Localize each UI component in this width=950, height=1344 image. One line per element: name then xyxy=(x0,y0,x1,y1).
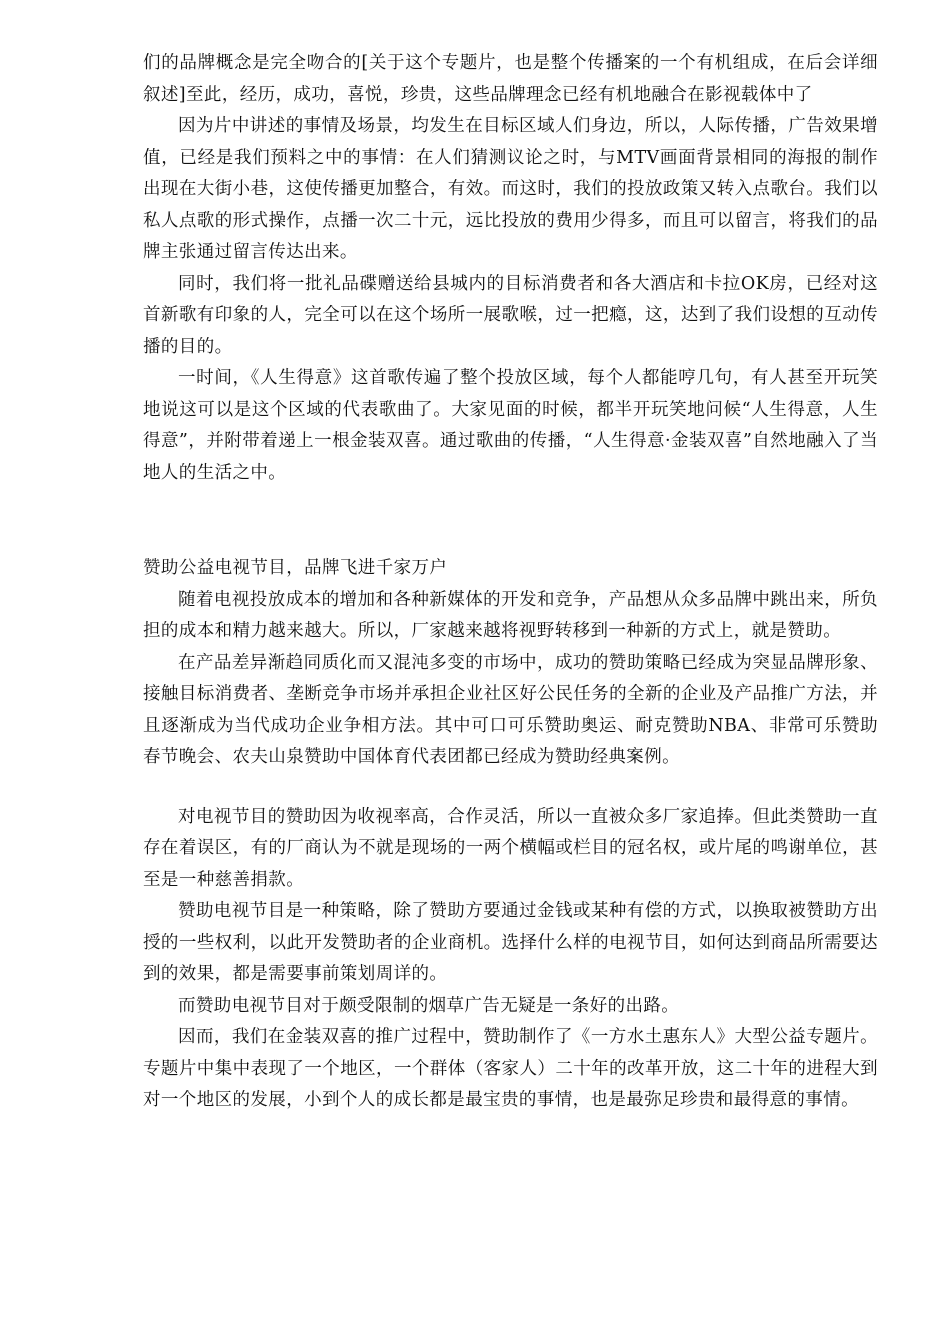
section-spacer xyxy=(143,489,878,553)
paragraph-documentary: 因而，我们在金装双喜的推广过程中，赞助制作了《一方水土惠东人》大型公益专题片。专题片中集中表现了一个地区，一个群体（客家人）二十年的改革开放，这二十年的进程大到对一个地区的发展，小到个人的成长都是最宝贵的事情，也是最弥足珍贵和最得意的事情。 xyxy=(143,1027,878,1110)
paragraph-gift-discs: 同时，我们将一批礼品碟赠送给县城内的目标消费者和各大酒店和卡拉OK房，已经对这首新歌有印象的人，完全可以在这个场所一展歌喉，过一把瘾，这，达到了我们设想的互动传播的目的。 xyxy=(143,273,878,357)
paragraph-tobacco-outlet: 而赞助电视节目对于颇受限制的烟草广告无疑是一条好的出路。 xyxy=(178,995,680,1016)
paragraph-spacer xyxy=(143,774,878,802)
paragraph-strategy-definition: 赞助电视节目是一种策略，除了赞助方要通过金钱或某种有偿的方式，以换取被赞助方出授的一些权利，以此开发赞助者的企业商机。选择什么样的电视节目，如何达到商品所需要达到的效果，都是需要事前策划周详的。 xyxy=(143,901,878,984)
paragraph-sponsorship-intro: 随着电视投放成本的增加和各种新媒体的开发和竞争，产品想从众多品牌中跳出来，所负担的成本和精力越来越大。所以，厂家越来越将视野转移到一种新的方式上，就是赞助。 xyxy=(143,589,878,641)
document-body xyxy=(143,48,878,1117)
paragraph-word-of-mouth: 因为片中讲述的事情及场景，均发生在目标区域人们身边，所以，人际传播，广告效果增值，已经是我们预料之中的事情：在人们猜测议论之时，与MTV画面背景相同的海报的制作出现在大街小巷，这使传播更加整合，有效。而这时，我们的投放政策又转入点歌台。我们以私人点歌的形式操作，点播一次二十元，远比投放的费用少得多，而且可以留言，将我们的品牌主张通过留言传达出来。 xyxy=(143,116,878,262)
paragraph-sponsorship-strategy: 在产品差异渐趋同质化而又混沌多变的市场中，成功的赞助策略已经成为突显品牌形象、接触目标消费者、垄断竞争市场并承担企业社区好公民任务的全新的企业及产品推广方法，并且逐渐成为当代成功企业争相方法。其中可口可乐赞助奥运、耐克赞助NBA、非常可乐赞助春节晚会、农夫山泉赞助中国体育代表团都已经成为赞助经典案例。 xyxy=(143,652,878,767)
paragraph-tv-sponsorship: 对电视节目的赞助因为收视率高，合作灵活，所以一直被众多厂家追捧。但此类赞助一直存在着误区，有的厂商认为不就是现场的一两个横幅或栏目的冠名权，或片尾的鸣谢单位，甚至是一种慈善捐款。 xyxy=(143,806,878,890)
section-heading: 赞助公益电视节目，品牌飞进千家万户 xyxy=(143,558,448,578)
paragraph-song-spread: 一时间，《人生得意》这首歌传遍了整个投放区域，每个人都能哼几句，有人甚至开玩笑地说这可以是这个区域的代表歌曲了。大家见面的时候，都半开玩笑地问候“人生得意，人生得意”，并附带着递上一根金装双喜。通过歌曲的传播，“人生得意·金装双喜”自然地融入了当地人的生活之中。 xyxy=(143,368,878,483)
paragraph-continuation: 们的品牌概念是完全吻合的[关于这个专题片，也是整个传播案的一个有机组成，在后会详细叙述]至此，经历，成功，喜悦，珍贵，这些品牌理念已经有机地融合在影视载体中了 xyxy=(143,53,878,105)
